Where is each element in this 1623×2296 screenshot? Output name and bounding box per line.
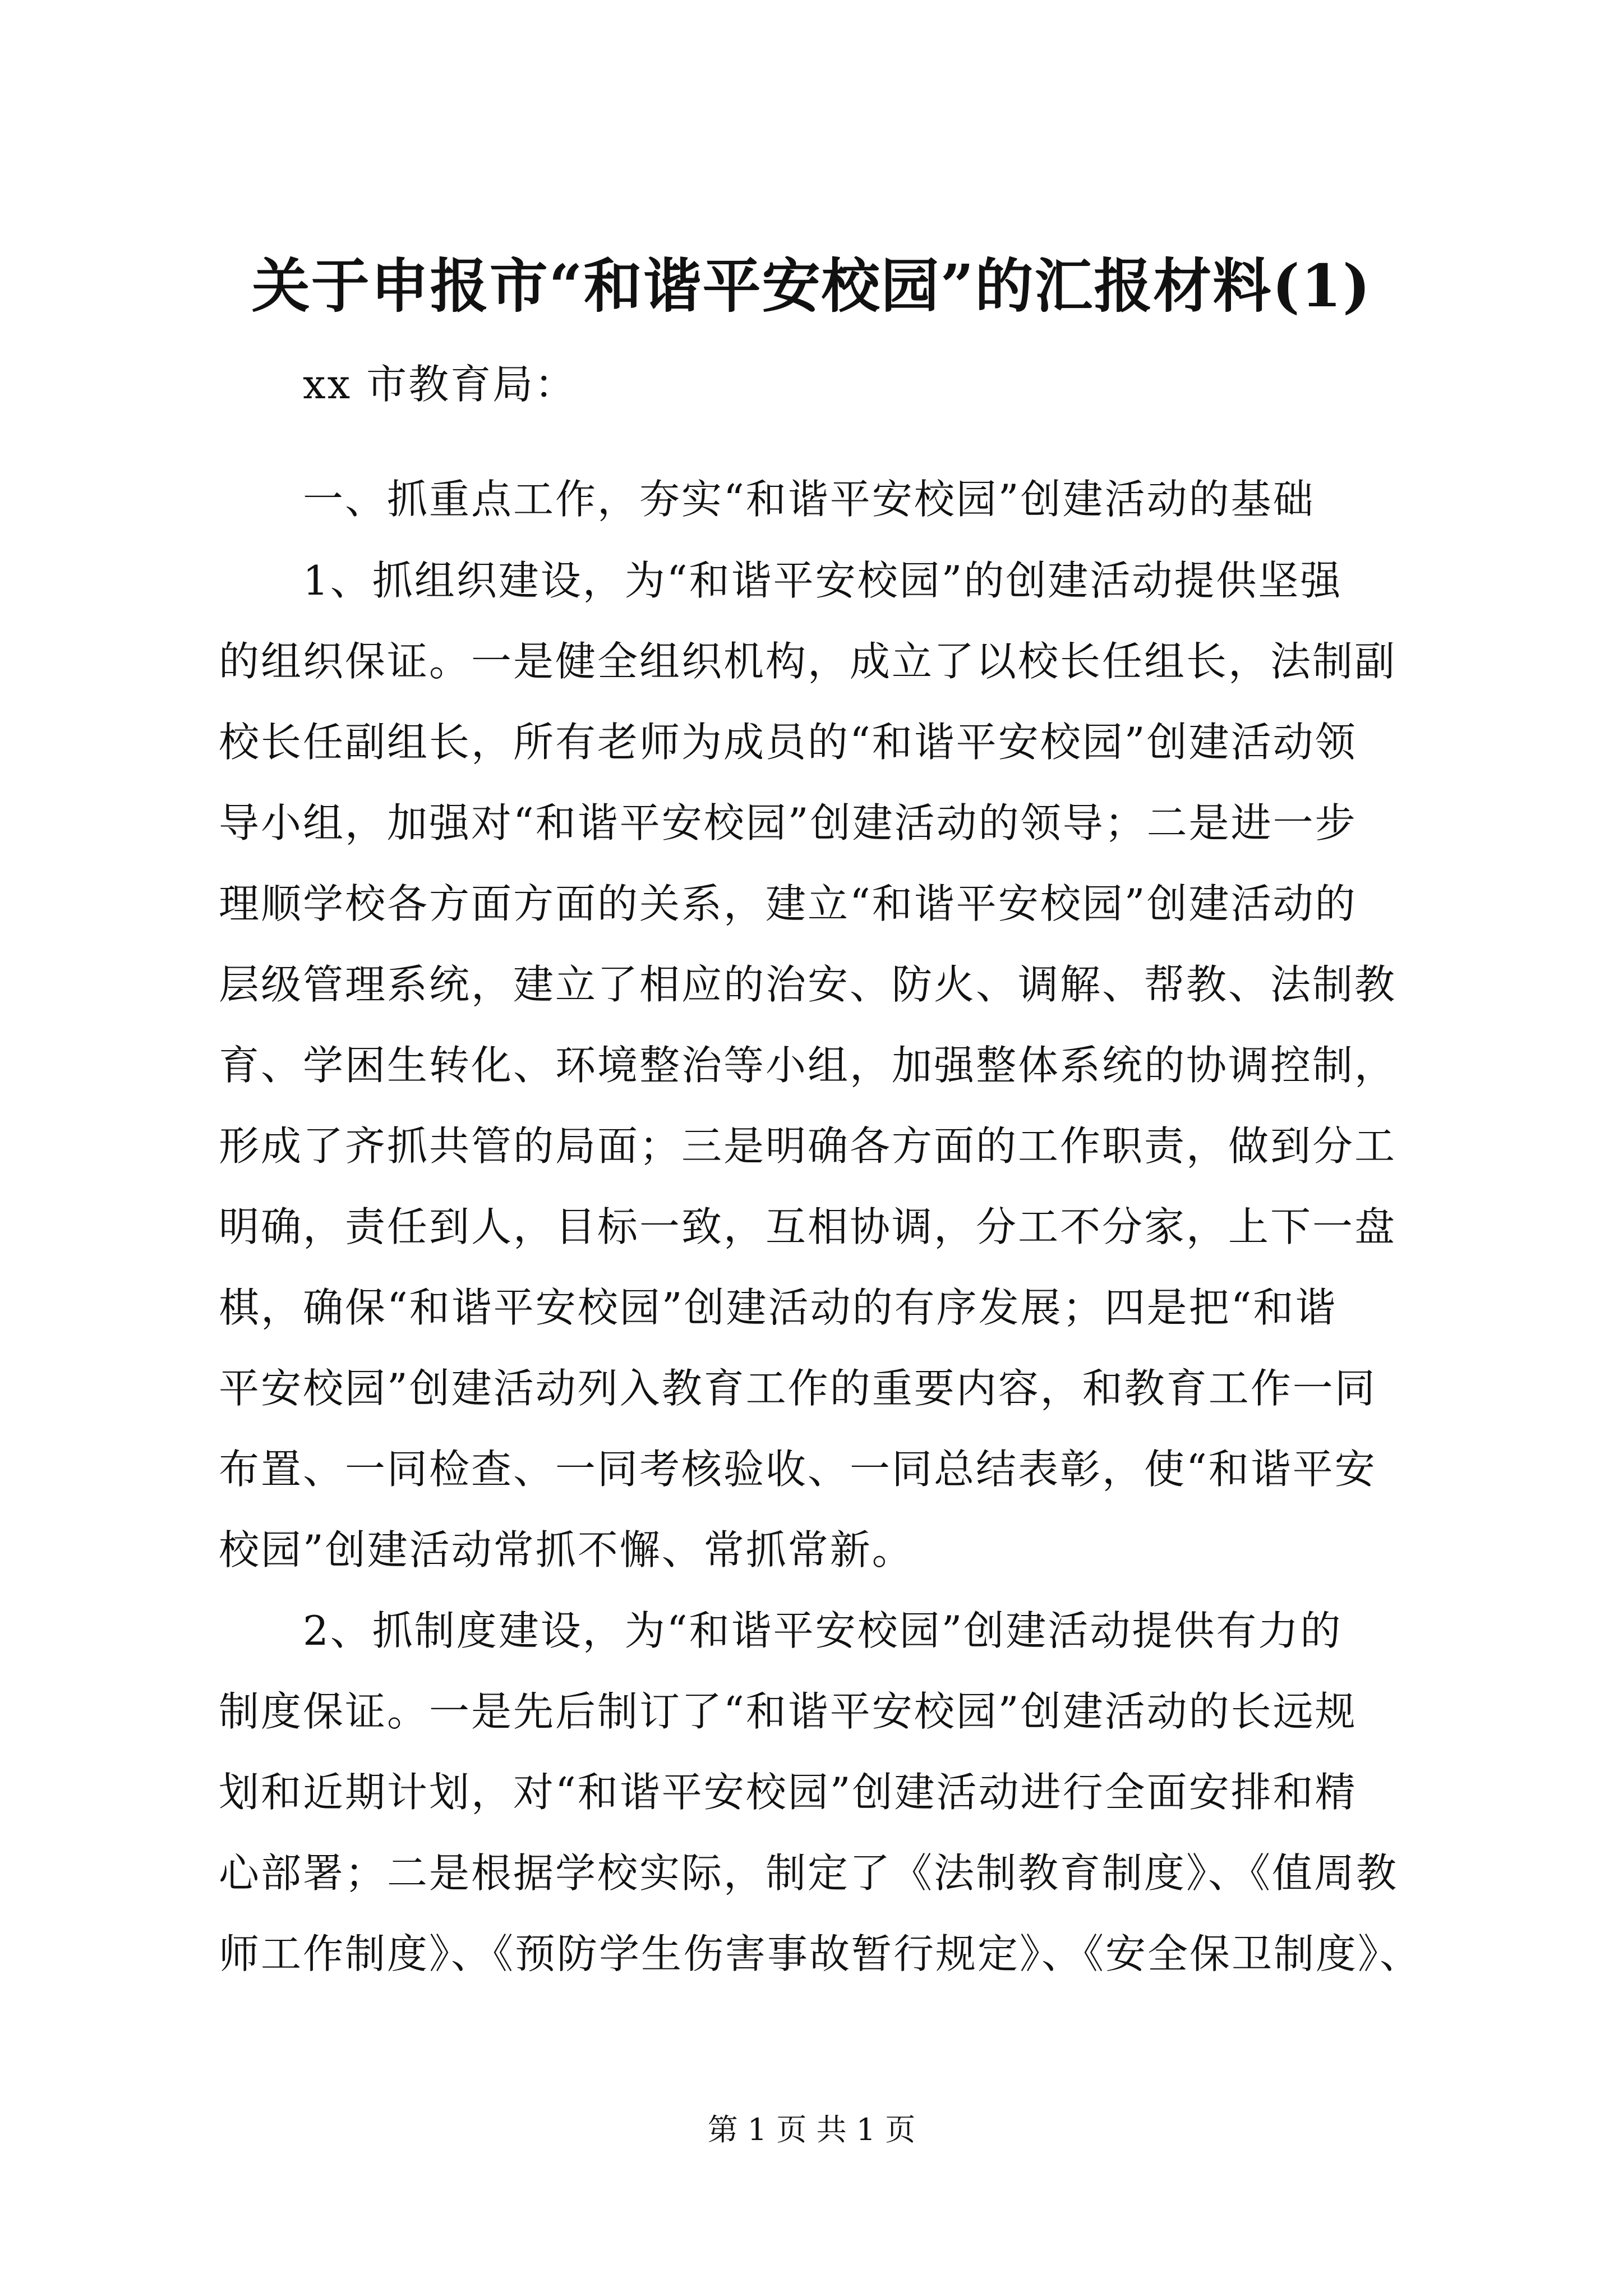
paragraph-line: 2、抓制度建设，为“和谐平安校园”创建活动提供有力的 bbox=[303, 1607, 1343, 1654]
paragraph-line: 棋，确保“和谐平安校园”创建活动的有序发展；四是把“和谐 bbox=[219, 1284, 1338, 1331]
paragraph-line: 明确，责任到人，目标一致，互相协调，分工不分家，上下一盘 bbox=[219, 1203, 1397, 1250]
paragraph-line: 师工作制度》、《预防学生伤害事故暂行规定》、《安全保卫制度》、 bbox=[219, 1930, 1422, 1977]
paragraph-line: 育、学困生转化、环境整治等小组，加强整体系统的协调控制， bbox=[219, 1042, 1397, 1089]
paragraph-line: 划和近期计划，对“和谐平安校园”创建活动进行全面安排和精 bbox=[219, 1769, 1357, 1816]
paragraph-line: 平安校园”创建活动列入教育工作的重要内容，和教育工作一同 bbox=[219, 1365, 1377, 1412]
paragraph-line: 形成了齐抓共管的局面；三是明确各方面的工作职责，做到分工 bbox=[219, 1122, 1397, 1170]
paragraph-line: 层级管理系统，建立了相应的治安、防火、调解、帮教、法制教 bbox=[219, 961, 1397, 1008]
paragraph-line: 导小组，加强对“和谐平安校园”创建活动的领导；二是进一步 bbox=[219, 799, 1357, 846]
paragraph-line: 校园”创建活动常抓不懈、常抓常新。 bbox=[219, 1526, 914, 1573]
paragraph-line: 理顺学校各方面方面的关系，建立“和谐平安校园”创建活动的 bbox=[219, 880, 1357, 927]
paragraph-line: 的组织保证。一是健全组织机构，成立了以校长任组长，法制副 bbox=[219, 638, 1397, 685]
paragraph-line: 校长任副组长，所有老师为成员的“和谐平安校园”创建活动领 bbox=[219, 719, 1357, 766]
page-footer: 第 1 页 共 1 页 bbox=[707, 2112, 916, 2147]
salutation: xx 市教育局： bbox=[303, 361, 577, 408]
section-heading: 一、抓重点工作，夯实“和谐平安校园”创建活动的基础 bbox=[303, 476, 1315, 523]
paragraph-line: 布置、一同检查、一同考核验收、一同总结表彰，使“和谐平安 bbox=[219, 1446, 1377, 1493]
paragraph-line: 制度保证。一是先后制订了“和谐平安校园”创建活动的长远规 bbox=[219, 1688, 1357, 1735]
document-title: 关于申报市“和谐平安校园”的汇报材料(1) bbox=[251, 251, 1372, 320]
paragraph-line: 1、抓组织建设，为“和谐平安校园”的创建活动提供坚强 bbox=[303, 557, 1343, 604]
paragraph-line: 心部署；二是根据学校实际，制定了《法制教育制度》、《值周教 bbox=[219, 1849, 1399, 1897]
